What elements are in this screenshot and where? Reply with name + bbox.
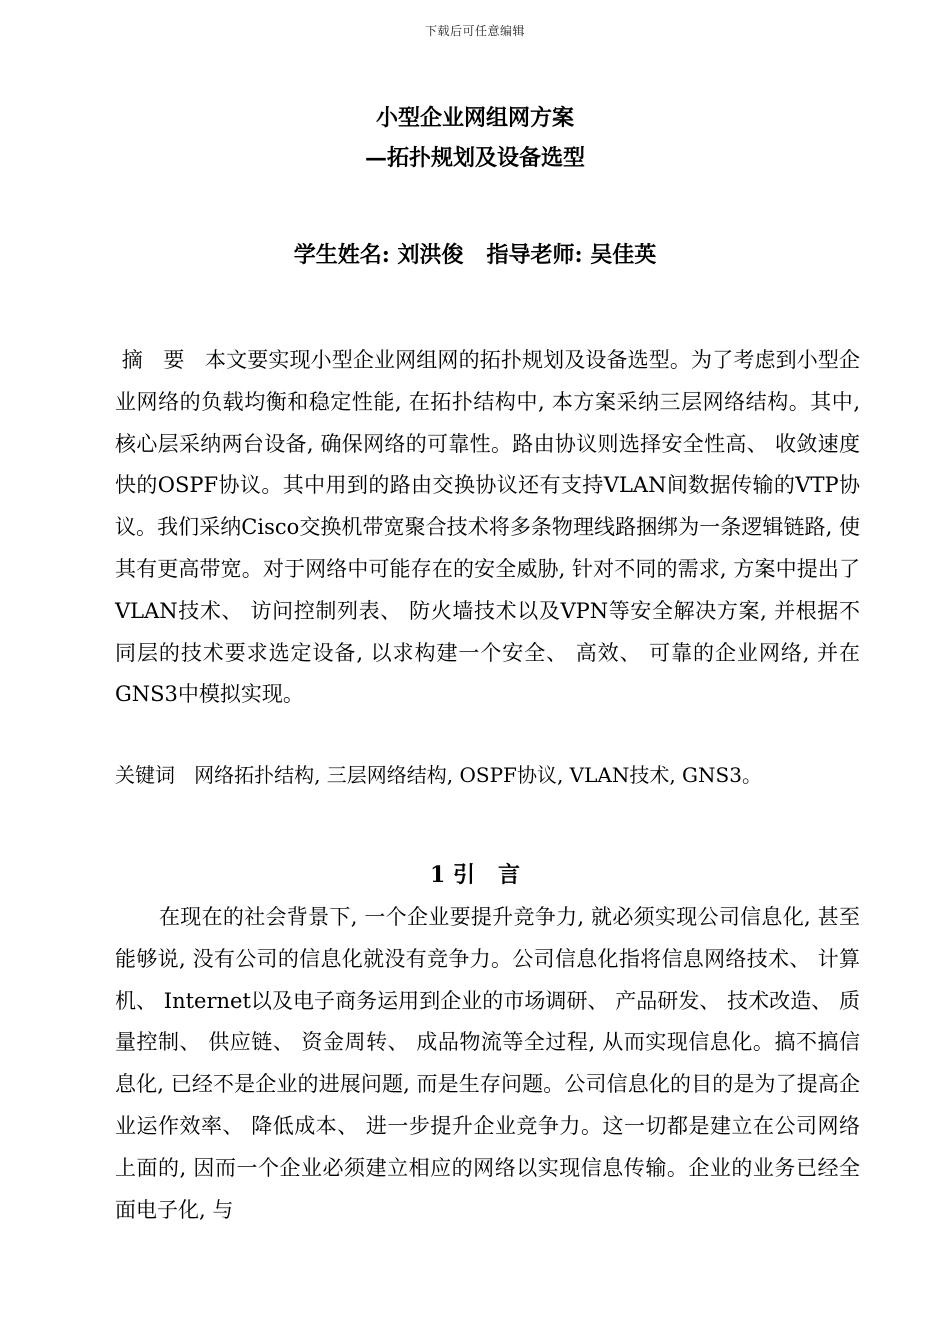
abstract-text: 本文要实现小型企业网组网的拓扑规划及设备选型。为了考虑到小型企业网络的负载均衡和稳定性能, 在拓扑结构中, 本方案采纳三层网络结构。其中, 核心层采纳两台设备, 确保网络的可靠性。路由协议则选择安全性高、 收敛速度快的OSPF协议。其中用到的路由交换协议还有支持VLAN间数据传输的VTP协议。我们采纳Cisco交换机带宽聚合技术将多条物理线路捆绑为一条逻辑链路, 使其有更高带宽。对于网络中可能存在的安全威胁, 针对不同的需求, 方案中提出了VLAN技术、 访问控制列表、 防火墙技术以及VPN等安全解决方案, 并根据不同层的技术要求选定设备, 以求构建一个安全、 高效、 可靠的企业网络, 并在GNS3中模拟实现。: [115, 348, 861, 707]
keywords-label: 关键词: [115, 763, 195, 787]
title-line-subtitle: —拓扑规划及设备选型: [364, 145, 585, 171]
author-line: 学生姓名: 刘洪俊 指导老师: 吴佳英: [293, 242, 657, 268]
keywords-line: [115, 760, 860, 790]
abstract-paragraph: [115, 340, 860, 716]
title-line-main: 小型企业网组网方案: [375, 105, 574, 131]
abstract-label: 摘 要: [115, 348, 205, 372]
keywords-text: 网络拓扑结构, 三层网络结构, OSPF协议, VLAN技术, GNS3。: [194, 763, 762, 787]
paper-title: [0, 98, 950, 178]
introduction-paragraph: 在现在的社会背景下, 一个企业要提升竞争力, 就必须实现公司信息化, 甚至能够说, 没有公司的信息化就没有竞争力。公司信息化指将信息网络技术、 计算机、 Internet以及电子商务运用到企业的市场调研、 产品研发、 技术改造、 质量控制、 供应链、 资金周转、 成品物流等全过程, 从而实现信息化。搞不搞信息化, 已经不是企业的进展问题, 而是生存问题。公司信息化的目的是为了提高企业运作效率、 降低成本、 进一步提升企业竞争力。这一切都是建立在公司网络上面的, 因而一个企业必须建立相应的网络以实现信息传输。企业的业务已经全面电子化, 与: [115, 905, 860, 1222]
section-heading-introduction: 1 引 言: [430, 862, 520, 888]
page-header-note: 下载后可任意编辑: [424, 24, 525, 38]
